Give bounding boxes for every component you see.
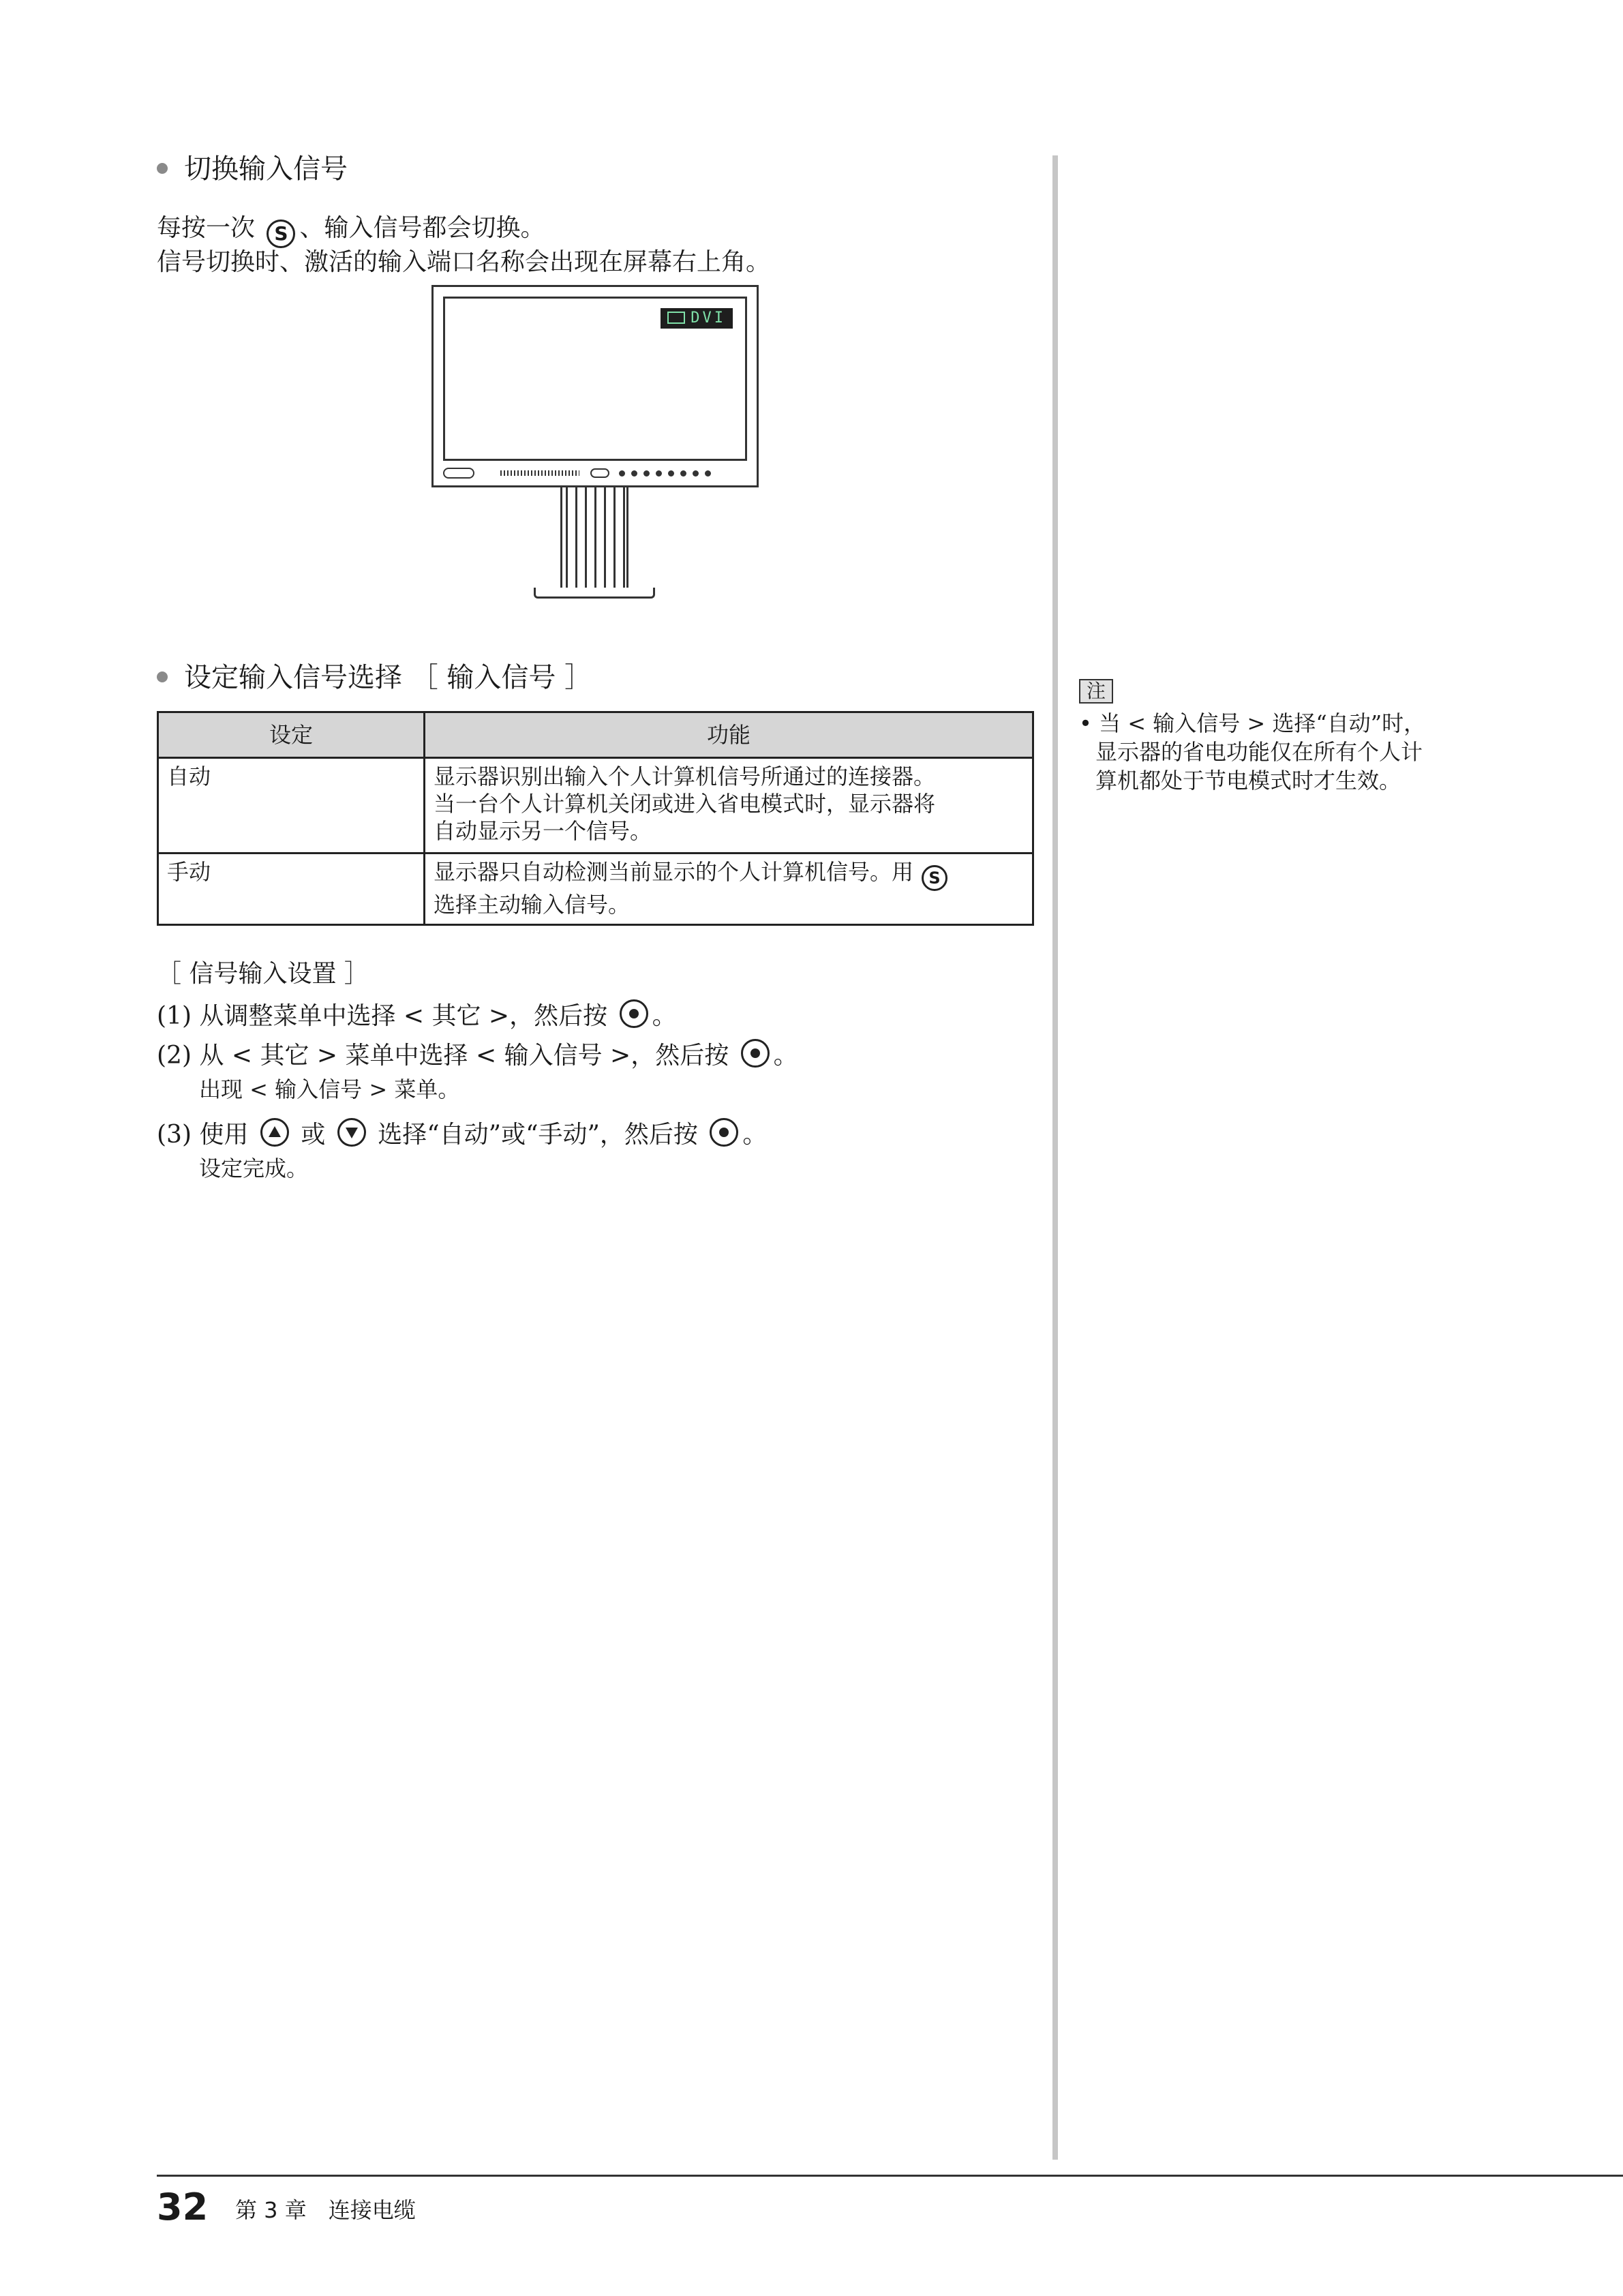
cell-line (434, 858, 1024, 891)
paragraph-line-1 (157, 213, 545, 248)
osd-label: DVI (691, 309, 726, 327)
heading-text: 设定输入信号选择 ［ 输入信号 ］ (184, 662, 592, 693)
text: 、输入信号都会切换。 (299, 214, 545, 242)
cell-line: 显示器识别出输入个人计算机信号所通过的连接器。 (434, 764, 936, 789)
section-heading-input-select (157, 661, 592, 694)
power-led-icon (590, 468, 609, 478)
note-line: • 当 < 输入信号 > 选择“自动”时， (1079, 710, 1426, 736)
s-button-icon (267, 220, 295, 248)
control-button-icon (631, 470, 637, 477)
enter-button-icon (710, 1118, 738, 1147)
cell-setting: 手动 (158, 854, 425, 925)
down-button-icon (337, 1118, 366, 1147)
settings-table (157, 711, 1034, 926)
step-2 (157, 1039, 798, 1072)
table-row (158, 854, 1033, 925)
step-text: 。 (652, 1002, 677, 1030)
text: 每按一次 (157, 214, 256, 242)
cell-function (425, 758, 1033, 854)
footer-rule (157, 2175, 1623, 2177)
sidebar-note (1079, 709, 1425, 795)
s-button-label: S (274, 222, 288, 245)
step-text: 或 (301, 1121, 326, 1149)
step-1 (157, 999, 677, 1032)
note-tag: 注 (1079, 679, 1113, 704)
control-button-icon (705, 470, 711, 477)
heading-text: 切换输入信号 (184, 153, 348, 185)
section-heading-switch-input (157, 153, 348, 185)
monitor-illustration (431, 285, 759, 487)
cell-text: 显示器只自动检测当前显示的个人计算机信号。用 (434, 859, 914, 885)
note-line: 显示器的省电功能仅在所有个人计 (1095, 739, 1423, 765)
s-button-label: S (928, 868, 941, 888)
s-button-icon (922, 865, 947, 891)
control-button-icon (643, 470, 650, 477)
osd-input-badge (661, 308, 733, 329)
control-button-icon (656, 470, 662, 477)
enter-button-icon (620, 999, 648, 1028)
step-2-note: 出现 < 输入信号 > 菜单。 (199, 1076, 460, 1102)
bullet-icon (157, 671, 168, 682)
cell-line: 自动显示另一个信号。 (434, 818, 652, 844)
cell-line: 选择主动输入信号。 (434, 892, 631, 918)
paragraph-line-2: 信号切换时、激活的输入端口名称会出现在屏幕右上角。 (157, 248, 771, 276)
page-number: 32 (157, 2186, 209, 2229)
step-text: 。 (742, 1121, 768, 1149)
cell-setting: 自动 (158, 758, 425, 854)
control-button-icon (668, 470, 674, 477)
control-button-icon (693, 470, 699, 477)
column-header-setting: 设定 (158, 712, 425, 758)
monitor-base (534, 588, 655, 599)
monitor-stand (560, 487, 628, 590)
step-text: 。 (773, 1042, 798, 1070)
step-3 (157, 1118, 767, 1151)
step-text: (3) 使用 (157, 1121, 249, 1149)
note-line: 算机都处于节电模式时才生效。 (1095, 768, 1401, 794)
monitor-screen (443, 297, 747, 461)
cell-function (425, 854, 1033, 925)
table-row (158, 758, 1033, 854)
procedure-title: ［ 信号输入设置 ］ (157, 960, 369, 988)
bullet-icon (157, 163, 168, 174)
sensor-grille (500, 470, 579, 476)
chapter-title: 第 3 章 连接电缆 (235, 2197, 416, 2223)
table-header-row (158, 712, 1033, 758)
step-text: (1) 从调整菜单中选择 < 其它 >，然后按 (157, 1002, 608, 1030)
enter-button-icon (741, 1039, 770, 1068)
step-text: 选择“自动”或“手动”，然后按 (378, 1121, 698, 1149)
monitor-bezel (434, 461, 757, 485)
input-port-icon (667, 312, 685, 324)
column-header-function: 功能 (425, 712, 1033, 758)
control-button-icon (680, 470, 686, 477)
cell-line: 当一台个人计算机关闭或进入省电模式时，显示器将 (434, 791, 936, 817)
brand-logo-icon (443, 468, 474, 479)
control-button-icon (619, 470, 625, 477)
step-3-note: 设定完成。 (199, 1155, 309, 1181)
step-text: (2) 从 < 其它 > 菜单中选择 < 输入信号 >，然后按 (157, 1042, 729, 1070)
column-divider (1052, 155, 1058, 2160)
up-button-icon (260, 1118, 289, 1147)
